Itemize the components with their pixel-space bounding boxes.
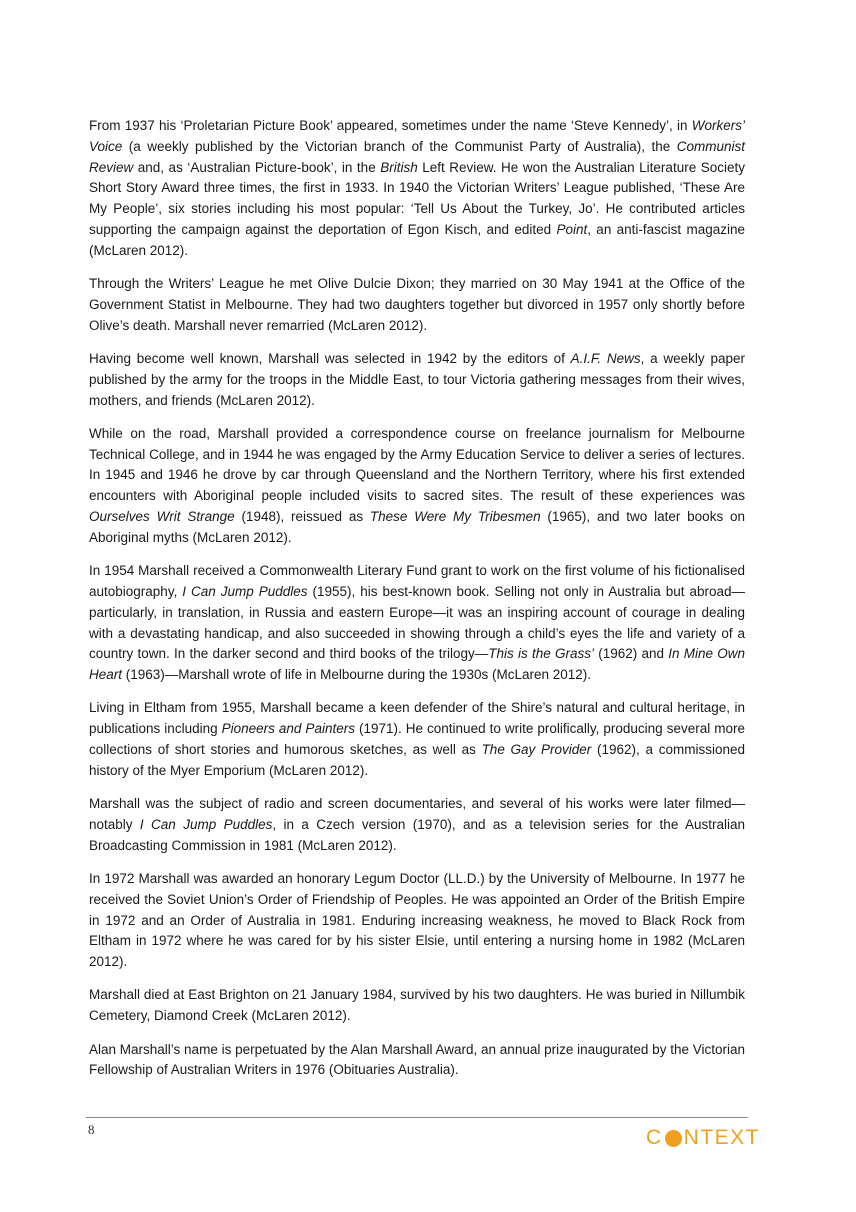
italic-title: These Were My Tribesmen: [369, 509, 541, 525]
text-run: (1971). He continued to write prolifically, producing several more collections of short stories and humorous sketches, as well as: [89, 721, 745, 758]
italic-title: Point: [556, 221, 588, 237]
italic-title: This is the Grass’: [488, 646, 595, 662]
context-logo: [646, 1126, 760, 1150]
italic-title: Workers’ Voice: [89, 118, 745, 154]
paragraph: [89, 274, 745, 336]
text-run: (1948), reissued as: [234, 509, 370, 525]
document-body: [89, 116, 745, 1094]
text-run: Having become well known, Marshall was selected in 1942 by the editors of: [89, 350, 571, 366]
text-run: Alan Marshall’s name is perpetuated by the Alan Marshall Award, an annual prize inaugurated by the Victorian Fellowship of Australian Writers in 1976 (Obituaries Australia).: [89, 1041, 745, 1078]
italic-title: I Can Jump Puddles: [182, 583, 308, 599]
italic-title: I Can Jump Puddles: [139, 816, 273, 832]
text-run: , in a Czech version (1970), and as a television series for the Australian Broadcasting Commission in 1981 (McLaren 2012).: [89, 816, 745, 853]
italic-title: British: [380, 159, 418, 175]
text-run: (1962), a commissioned history of the Myer Emporium (McLaren 2012).: [89, 742, 745, 778]
text-run: , an anti-fascist magazine (McLaren 2012).: [89, 221, 746, 258]
text-run: Through the Writers’ League he met Olive Dulcie Dixon; they married on 30 May 1941 at the Office of the Government Statist in Melbourne. They had two daughters together but divorced in 1957 only shortly before Olive’s death. Marshall never remarried (McLaren 2012).: [89, 276, 745, 333]
text-run: , a weekly paper published by the army for the troops in the Middle East, to tour Victoria gathering messages from their wives, mothers, and friends (McLaren 2012).: [89, 350, 745, 408]
paragraph: [89, 424, 745, 549]
text-run: Living in Eltham from 1955, Marshall became a keen defender of the Shire’s natural and cultural heritage, in publications including: [89, 700, 745, 737]
italic-title: In Mine Own Heart: [89, 646, 746, 683]
text-run: From 1937 his ‘Proletarian Picture Book’ appeared, sometimes under the name ‘Steve Kennedy’, in: [89, 118, 692, 133]
text-run: and, as ‘Australian Picture-book’, in the: [133, 159, 381, 175]
paragraph: [89, 985, 745, 1027]
logo-o-mark-icon: [665, 1130, 682, 1147]
paragraph: [89, 1040, 745, 1082]
paragraph: [89, 349, 745, 411]
page-number: 8: [88, 1122, 95, 1137]
text-run: (1963)—Marshall wrote of life in Melbourne during the 1930s (McLaren 2012).: [122, 667, 592, 683]
paragraph: [89, 869, 745, 973]
text-run: Marshall was the subject of radio and screen documentaries, and several of his works were later filmed—notably: [89, 796, 745, 832]
text-run: In 1972 Marshall was awarded an honorary Legum Doctor (LL.D.) by the University of Melbourne. In 1977 he received the Soviet Union’s Order of Friendship of Peoples. He was appointed an Order of the British Empire in 1972 and an Order of Australia in 1981. Enduring increasing weakness, he moved to Black Rock from Eltham in 1972 where he was cared for by his sister Elsie, until entering a nursing home in 1982 (McLaren 2012).: [89, 871, 745, 970]
text-run: (a weekly published by the Victorian branch of the Communist Party of Australia), the: [122, 138, 677, 154]
paragraph: [89, 561, 745, 686]
footer-divider: [86, 1117, 748, 1118]
paragraph: [89, 116, 745, 262]
logo-letter: C: [646, 1126, 663, 1149]
text-run: In 1954 Marshall received a Commonwealth Literary Fund grant to work on the first volume of his fictionalised autobiography,: [89, 563, 745, 599]
logo-letters: NTEXT: [683, 1126, 761, 1149]
text-run: (1955), his best-known book. Selling not only in Australia but abroad—particularly, in translation, in Russia and eastern Europe—it was an inspiring account of courage in dealing with a devastating handicap, and also succeeded in showing through a child’s eyes the life and variety of a country town. In the darker second and third books of the trilogy—: [89, 583, 745, 662]
text-run: Left Review. He won the Australian Literature Society Short Story Award three times, the first in 1933. In 1940 the Victorian Writers’ League published, ‘These Are My People’, six stories including his most popular: ‘Tell Us About the Turkey, Jo’. He contributed articles supporting the campaign against the deportation of Egon Kisch, and edited: [89, 159, 745, 237]
italic-title: A.I.F. News: [570, 350, 641, 366]
paragraph: [89, 794, 745, 856]
italic-title: Ourselves Writ Strange: [89, 509, 235, 525]
text-run: (1965), and two later books on Aboriginal myths (McLaren 2012).: [89, 509, 746, 545]
text-run: While on the road, Marshall provided a correspondence course on freelance journalism for Melbourne Technical College, and in 1944 he was engaged by the Army Education Service to deliver a series of lectures. In 1945 and 1946 he drove by car through Queensland and the Northern Territory, where his first extended encounters with Aboriginal people included visits to sacred sites. The result of these experiences was: [89, 425, 745, 504]
paragraph: [89, 698, 745, 781]
italic-title: Pioneers and Painters: [221, 721, 355, 737]
text-run: Marshall died at East Brighton on 21 January 1984, survived by his two daughters. He was buried in Nillumbik Cemetery, Diamond Creek (McLaren 2012).: [89, 987, 745, 1024]
italic-title: The Gay Provider: [481, 742, 592, 758]
italic-title: Communist Review: [89, 138, 745, 175]
text-run: (1962) and: [594, 646, 669, 662]
